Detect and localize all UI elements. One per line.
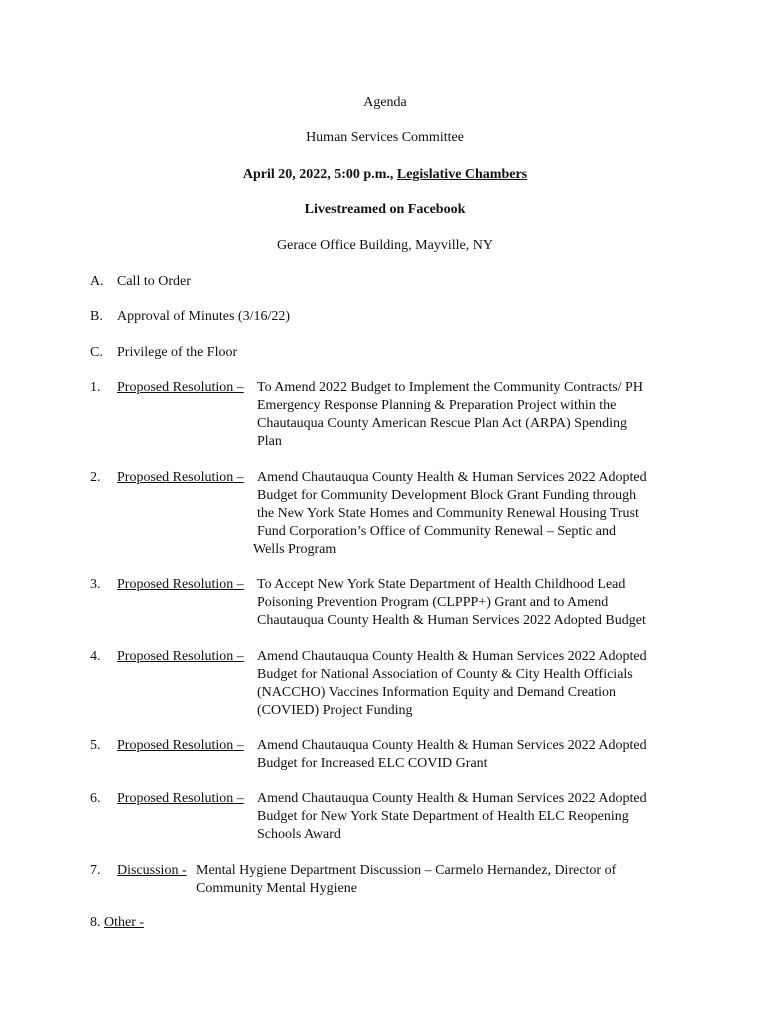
committee-name: Human Services Committee [306,130,464,145]
description-line: Amend Chautauqua County Health & Human Services 2022 Adopted [257,470,647,485]
description-line: Community Mental Hygiene [196,881,357,896]
item-label: Proposed Resolution – [117,649,244,664]
livestream-note: Livestreamed on Facebook [304,202,466,217]
description-line: Budget for National Association of County & City Health Officials [257,667,633,682]
agenda-title: Agenda [363,95,407,110]
item-marker: A. [90,274,104,289]
description-line: To Accept New York State Department of Health Childhood Lead [257,577,626,592]
item-label: Other - [104,915,145,930]
description-line: Emergency Response Planning & Preparation Project within the [257,398,617,413]
item-number: 4. [90,649,101,664]
item-marker: C. [90,345,103,360]
item-description [257,648,647,720]
item-label: Proposed Resolution – [117,738,244,753]
item-number: 1. [90,380,101,395]
description-line: (COVIED) Project Funding [257,703,413,718]
description-line: Chautauqua County American Rescue Plan Act (ARPA) Spending [257,416,628,431]
meeting-date-time: April 20, 2022, 5:00 p.m., [242,167,394,182]
description-line: Fund Corporation’s Office of Community Renewal – Septic and [257,524,617,539]
item-number: 8. [90,915,101,930]
item-description [257,379,643,451]
item-description [257,790,647,844]
description-line: Plan [257,434,282,449]
item-text: Call to Order [117,274,191,289]
building-address: Gerace Office Building, Mayville, NY [277,238,493,253]
item-label: Proposed Resolution – [117,577,244,592]
description-line: Amend Chautauqua County Health & Human Services 2022 Adopted [257,791,647,806]
item-label: Proposed Resolution – [117,380,244,395]
item-label: Proposed Resolution – [117,791,244,806]
item-text: Approval of Minutes (3/16/22) [117,309,291,324]
item-description [196,862,616,898]
item-number: 6. [90,791,101,806]
item-text: Privilege of the Floor [117,345,238,360]
item-label: Proposed Resolution – [117,470,244,485]
description-line: the New York State Homes and Community Renewal Housing Trust [257,506,639,521]
item-marker: B. [90,309,103,324]
description-line: Chautauqua County Health & Human Services 2022 Adopted Budget [257,613,646,628]
item-number: 3. [90,577,101,592]
meeting-date-location [0,166,770,184]
item-description [257,737,647,773]
description-line: Amend Chautauqua County Health & Human Services 2022 Adopted [257,738,647,753]
description-line: Schools Award [257,827,341,842]
description-line: (NACCHO) Vaccines Information Equity and Demand Creation [257,685,616,700]
description-line: Wells Program [253,542,337,557]
agenda-item-8 [90,914,144,932]
item-description [257,576,646,630]
legislative-chambers-link[interactable]: Legislative Chambers [396,167,528,182]
item-label: Discussion - [117,863,187,878]
description-line: Poisoning Prevention Program (CLPPP+) Grant and to Amend [257,595,609,610]
description-line: Amend Chautauqua County Health & Human Services 2022 Adopted [257,649,647,664]
item-number: 5. [90,738,101,753]
description-line: Budget for Increased ELC COVID Grant [257,756,488,771]
item-number: 2. [90,470,101,485]
description-line: Mental Hygiene Department Discussion – Carmelo Hernandez, Director of [196,863,617,878]
description-line: Budget for New York State Department of Health ELC Reopening [257,809,629,824]
item-description [253,469,647,559]
description-line: Budget for Community Development Block Grant Funding through [257,488,637,503]
description-line: To Amend 2022 Budget to Implement the Community Contracts/ PH [257,380,643,395]
item-number: 7. [90,863,101,878]
